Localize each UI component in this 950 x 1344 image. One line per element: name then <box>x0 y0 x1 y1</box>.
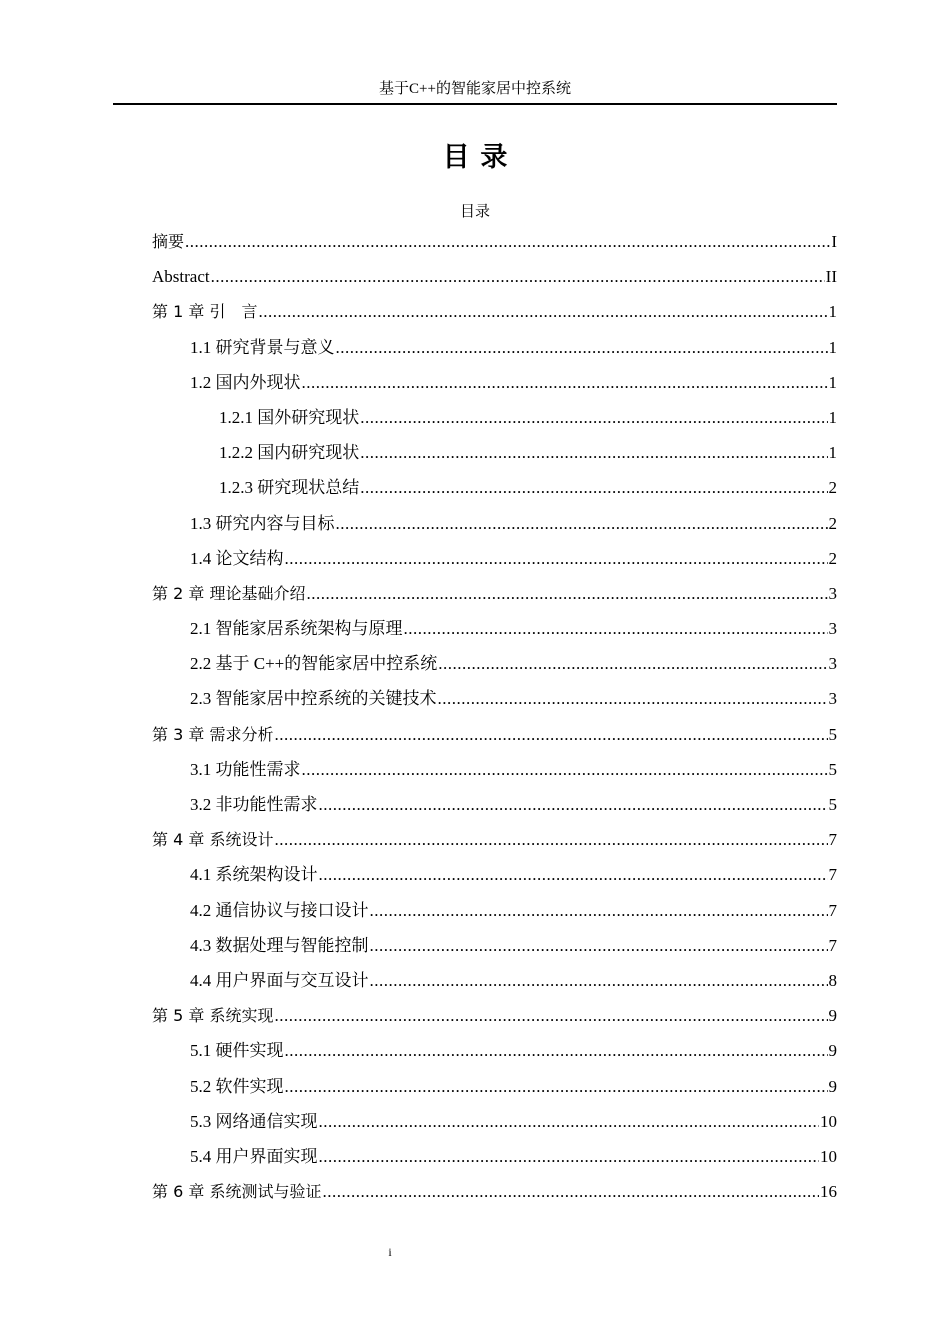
toc-entry-page: 7 <box>828 865 837 885</box>
toc-entry-label: 5.2 软件实现 <box>190 1076 284 1096</box>
toc-dot-leader <box>185 224 830 259</box>
toc-entry-label: 1.3 研究内容与目标 <box>190 513 335 533</box>
toc-entry[interactable] <box>152 470 837 505</box>
toc-entry[interactable] <box>152 259 837 294</box>
toc-entry-page: 16 <box>820 1182 837 1202</box>
toc-dot-leader <box>360 435 827 470</box>
toc-entry[interactable] <box>152 928 837 963</box>
toc-entry[interactable] <box>152 294 837 329</box>
toc-entry-label: 5.4 用户界面实现 <box>190 1146 318 1166</box>
toc-dot-leader <box>336 330 828 365</box>
toc-entry[interactable] <box>152 224 837 259</box>
toc-entry-label: 2.2 基于 C++的智能家居中控系统 <box>190 654 438 674</box>
toc-entry-page: 9 <box>828 1041 837 1061</box>
toc-dot-leader <box>274 998 827 1033</box>
toc-entry[interactable] <box>152 857 837 892</box>
toc-entry-page: 5 <box>828 759 837 779</box>
toc-entry-page: 10 <box>820 1111 837 1131</box>
toc-entry-label: 第 4 章 系统设计 <box>152 830 274 850</box>
toc-entry-label: Abstract <box>152 267 210 287</box>
toc-dot-leader <box>258 294 827 329</box>
toc-entry[interactable] <box>152 893 837 928</box>
toc-dot-leader <box>360 470 827 505</box>
toc-entry-page: 1 <box>828 443 837 463</box>
toc-entry-page: 8 <box>828 970 837 990</box>
toc-dot-leader <box>306 576 827 611</box>
toc-entry-page: 3 <box>828 654 837 674</box>
toc-entry-label: 5.3 网络通信实现 <box>190 1111 318 1131</box>
toc-dot-leader <box>370 963 828 998</box>
toc-entry[interactable] <box>152 330 837 365</box>
toc-entry[interactable] <box>152 400 837 435</box>
running-header: 基于C++的智能家居中控系统 <box>379 81 571 97</box>
toc-entry-page: II <box>825 267 837 287</box>
toc-entry[interactable] <box>152 1139 837 1174</box>
toc-entry-page: 3 <box>828 689 837 709</box>
toc-entry-label: 第 2 章 理论基础介绍 <box>152 583 306 603</box>
toc-entry-label: 4.2 通信协议与接口设计 <box>190 900 369 920</box>
toc-dot-leader <box>285 1069 828 1104</box>
toc-entry-page: 1 <box>828 337 837 357</box>
toc-entry[interactable] <box>152 506 837 541</box>
toc-dot-leader <box>285 541 828 576</box>
toc-entry-label: 3.1 功能性需求 <box>190 759 301 779</box>
toc-dot-leader <box>336 506 828 541</box>
toc-dot-leader <box>438 646 827 681</box>
toc-entry[interactable] <box>152 1104 837 1139</box>
toc-dot-leader <box>370 893 828 928</box>
toc-dot-leader <box>438 681 828 716</box>
toc-entry-page: I <box>831 232 837 251</box>
toc-entry-page: 7 <box>828 830 837 850</box>
toc-entry-label: 2.3 智能家居中控系统的关键技术 <box>190 689 437 709</box>
toc-entry-page: 1 <box>828 372 837 392</box>
toc-entry-page: 5 <box>828 724 837 744</box>
toc-entry-page: 2 <box>828 513 837 533</box>
toc-entry-label: 1.2.1 国外研究现状 <box>219 407 360 427</box>
toc-dot-leader <box>319 787 828 822</box>
toc-dot-leader <box>319 1139 820 1174</box>
toc-entry-label: 4.3 数据处理与智能控制 <box>190 935 369 955</box>
toc-entry-label: 4.4 用户界面与交互设计 <box>190 970 369 990</box>
toc-entry-label: 1.2.3 研究现状总结 <box>219 478 360 498</box>
toc-entry[interactable] <box>152 998 837 1033</box>
toc-entry-label: 第 1 章 引 言 <box>152 302 258 322</box>
toc-entry[interactable] <box>152 435 837 470</box>
toc-dot-leader <box>370 928 828 963</box>
toc-dot-leader <box>319 857 828 892</box>
toc-entry-page: 3 <box>828 619 837 639</box>
toc-entry[interactable] <box>152 646 837 681</box>
toc-entry-page: 9 <box>828 1076 837 1096</box>
toc-entry[interactable] <box>152 752 837 787</box>
toc-dot-leader <box>302 365 828 400</box>
toc-entry[interactable] <box>152 1033 837 1068</box>
toc-entry[interactable] <box>152 1069 837 1104</box>
toc-entry[interactable] <box>152 963 837 998</box>
toc-dot-leader <box>322 1174 819 1209</box>
toc-dot-leader <box>302 752 828 787</box>
toc-dot-leader <box>360 400 827 435</box>
toc-entry-page: 10 <box>820 1146 837 1166</box>
toc-entry-label: 5.1 硬件实现 <box>190 1041 284 1061</box>
toc-dot-leader <box>285 1033 828 1068</box>
toc-entry-label: 摘要 <box>152 232 185 251</box>
header-divider <box>113 103 837 105</box>
toc-entry-label: 3.2 非功能性需求 <box>190 795 318 814</box>
toc-entry-label: 1.2.2 国内研究现状 <box>219 443 360 463</box>
toc-entry-page: 7 <box>828 935 837 955</box>
toc-entry-page: 2 <box>828 478 837 498</box>
toc-entry-page: 3 <box>828 583 837 603</box>
toc-entry[interactable] <box>152 1174 837 1209</box>
toc-entry[interactable] <box>152 681 837 716</box>
toc-entry-page: 1 <box>828 407 837 427</box>
toc-entry-page: 1 <box>828 302 837 322</box>
toc-entry-label: 第 5 章 系统实现 <box>152 1006 274 1026</box>
toc-entry[interactable] <box>152 365 837 400</box>
toc-entry[interactable] <box>152 717 837 752</box>
toc-entry-label: 2.1 智能家居系统架构与原理 <box>190 619 403 639</box>
toc-entry[interactable] <box>152 576 837 611</box>
toc-entry-page: 9 <box>828 1006 837 1026</box>
toc-entry-label: 4.1 系统架构设计 <box>190 865 318 885</box>
toc-entry[interactable] <box>152 787 837 822</box>
toc-dot-leader <box>211 259 825 294</box>
toc-entry-page: 7 <box>828 900 837 920</box>
toc-entry-label: 1.2 国内外现状 <box>190 372 301 392</box>
toc-dot-leader <box>404 611 828 646</box>
toc-entry-label: 第 6 章 系统测试与验证 <box>152 1182 322 1202</box>
toc-entry-page: 2 <box>828 548 837 568</box>
toc-entry-label: 1.4 论文结构 <box>190 548 284 568</box>
toc-dot-leader <box>319 1104 820 1139</box>
toc-dot-leader <box>274 717 827 752</box>
toc-subtitle: 目录 <box>459 204 490 220</box>
toc-entry-label: 1.1 研究背景与意义 <box>190 337 335 357</box>
toc-dot-leader <box>274 822 827 857</box>
toc-entry[interactable] <box>152 541 837 576</box>
page-number: i <box>388 1245 392 1259</box>
toc-title: 目录 <box>442 142 519 173</box>
toc-entry-label: 第 3 章 需求分析 <box>152 724 274 744</box>
toc-entry-page: 5 <box>828 795 837 814</box>
toc-list <box>152 224 837 1209</box>
toc-entry[interactable] <box>152 611 837 646</box>
toc-entry[interactable] <box>152 822 837 857</box>
